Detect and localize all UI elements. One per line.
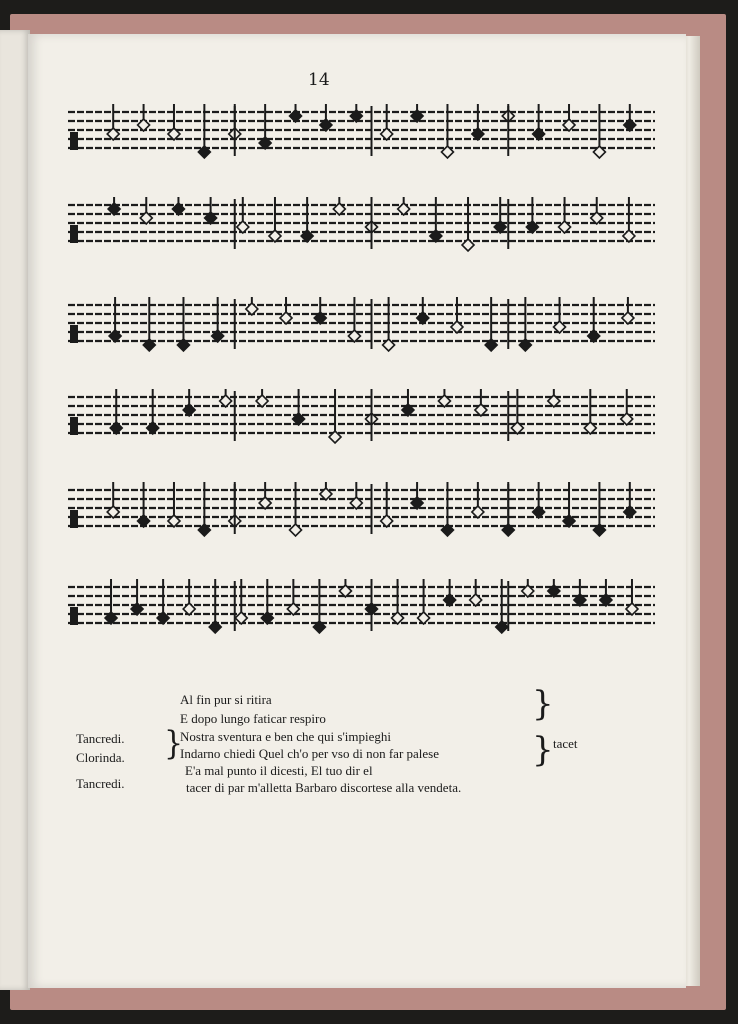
note-head (183, 603, 195, 615)
note-head (623, 230, 635, 242)
clef-icon (70, 325, 78, 343)
note-head (624, 119, 636, 131)
clef-icon (70, 225, 78, 243)
note-head (138, 119, 150, 131)
staff-1 (68, 104, 655, 158)
staff-4 (68, 389, 655, 443)
note-head (209, 621, 221, 633)
page-number: 14 (308, 70, 330, 90)
note-head (381, 515, 393, 527)
note-head (110, 422, 122, 434)
staff-3 (68, 297, 655, 351)
text-line-2: E dopo lungo faticar respiro (180, 711, 326, 726)
staff-5 (68, 482, 655, 536)
staff-2 (68, 197, 655, 251)
note-head (246, 303, 258, 315)
clef-icon (70, 417, 78, 435)
note-head (237, 221, 249, 233)
note-head (444, 594, 456, 606)
clef-icon (70, 510, 78, 528)
text-line-3: Nostra sventura e ben che qui s'impieghi (180, 729, 392, 744)
text-line-6: tacer di par m'alletta Barbaro discortese alla vendeta. (186, 780, 462, 795)
speaker-tancredi-1: Tancredi. (76, 731, 125, 746)
right-brace-top-icon: } (532, 684, 554, 724)
note-head (147, 422, 159, 434)
clef-icon (70, 607, 78, 625)
clef-icon (70, 132, 78, 150)
note-head (381, 128, 393, 140)
speaker-clorinda: Clorinda. (76, 750, 125, 765)
speaker-tancredi-2: Tancredi. (76, 776, 125, 791)
text-line-1: Al fin pur si ritira (180, 692, 272, 707)
text-line-5: E'a mal punto il dicesti, El tuo dir el (185, 763, 373, 778)
staff-6 (68, 579, 655, 633)
right-brace-bottom-icon: } (532, 730, 554, 770)
tacet-direction: tacet (553, 736, 578, 751)
text-line-4: Indarno chiedi Quel ch'o per vso di non far palese (180, 746, 440, 761)
note-head (417, 312, 429, 324)
note-head (588, 330, 600, 342)
note-head (138, 515, 150, 527)
left-brace-icon: } (164, 724, 184, 763)
note-head (462, 239, 474, 251)
note-head (624, 506, 636, 518)
note-head (183, 404, 195, 416)
